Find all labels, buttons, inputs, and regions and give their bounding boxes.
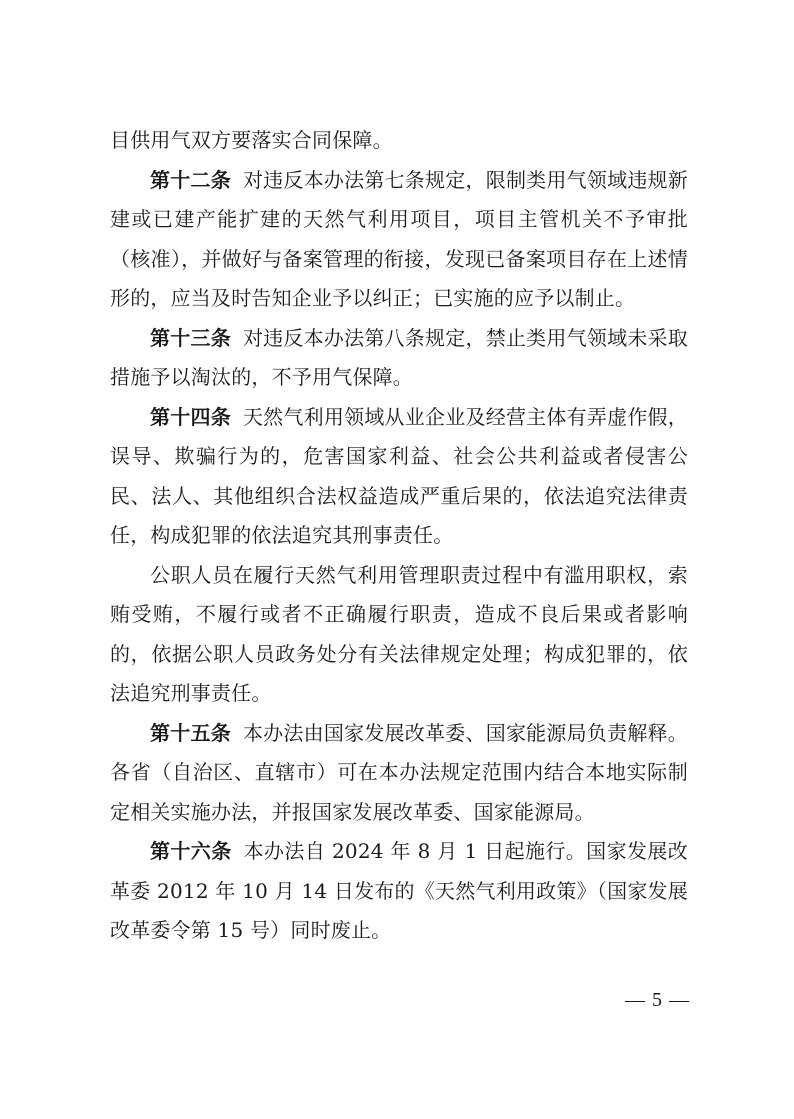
article-12 [110, 161, 688, 319]
article-13-text: 对违反本办法第八条规定，禁止类用气领域未采取措施予以淘汰的，不予用气保障。 [110, 325, 688, 389]
article-14 [110, 398, 688, 556]
article-13 [110, 319, 688, 398]
article-12-label: 第十二条 [150, 167, 231, 192]
article-15-text: 本办法由国家发展改革委、国家能源局负责解释。各省（自治区、直辖市）可在本办法规定范围内结合本地实际制定相关实施办法，并报国家发展改革委、国家能源局。 [110, 720, 688, 824]
article-13-label: 第十三条 [150, 325, 231, 350]
article-15-label: 第十五条 [150, 720, 231, 745]
article-16 [110, 832, 688, 951]
article-14-label: 第十四条 [150, 404, 231, 429]
article-16-text: 本办法自 2024 年 8 月 1 日起施行。国家发展改革委 2012 年 10 月 14 日发布的《天然气利用政策》（国家发展改革委令第 15 号）同时废止。 [110, 839, 688, 942]
article-14-text: 天然气利用领域从业企业及经营主体有弄虚作假，误导、欺骗行为的，危害国家利益、社会公共利益或者侵害公民、法人、其他组织合法权益造成严重后果的，依法追究法律责任，构成犯罪的依法追究其刑事责任。 [110, 404, 688, 547]
article-12-text: 对违反本办法第七条规定，限制类用气领域违规新建或已建产能扩建的天然气利用项目，项目主管机关不予审批（核准），并做好与备案管理的衔接，发现已备案项目存在上述情形的，应当及时告知企业予以纠正；已实施的应予以制止。 [110, 167, 688, 310]
article-14-paragraph-2: 公职人员在履行天然气利用管理职责过程中有滥用职权，索贿受贿，不履行或者不正确履行职责，造成不良后果或者影响的，依据公职人员政务处分有关法律规定处理；构成犯罪的，依法追究刑事责任。 [110, 562, 688, 705]
document-body [110, 121, 688, 951]
article-16-label: 第十六条 [150, 839, 232, 863]
continuation-paragraph: 目供用气双方要落实合同保障。 [110, 128, 393, 152]
article-15 [110, 714, 688, 833]
page-number: — 5 — [625, 989, 690, 1011]
